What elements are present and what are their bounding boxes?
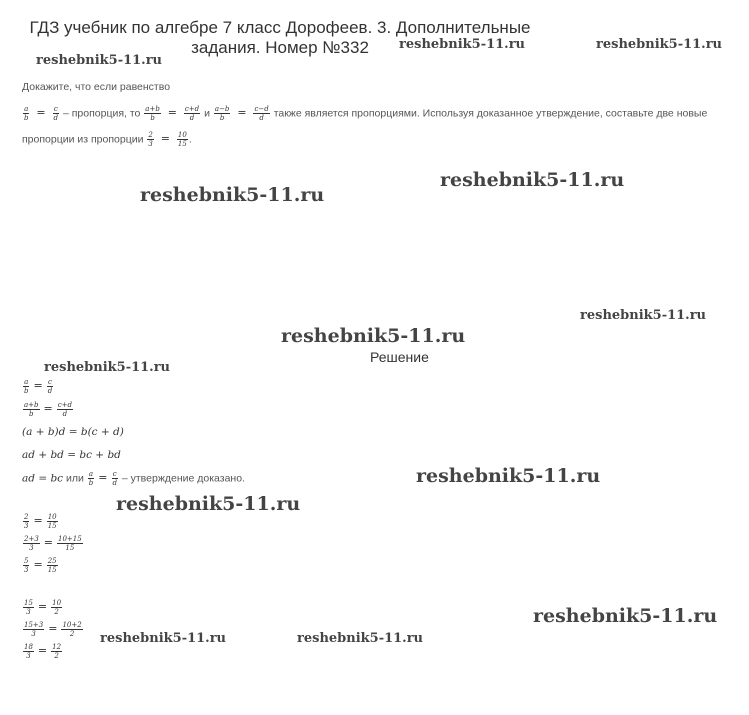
solution-line-4: ad + bd = bc + bd bbox=[22, 449, 121, 461]
fraction-2-3: $\frac{2}{3}$ bbox=[148, 131, 153, 148]
task-text-proportion: – пропорция, то bbox=[62, 107, 141, 120]
fraction: $\frac{18}{3}$ bbox=[24, 643, 33, 660]
fraction: $\frac{a}{b}$ bbox=[88, 470, 94, 487]
equals-sign: = bbox=[160, 132, 170, 146]
fraction-a-b: $\frac{a}{b}$ bbox=[24, 105, 29, 122]
fraction: $\frac{a}{b}$ bbox=[24, 378, 29, 395]
fraction: $\frac{c}{d}$ bbox=[112, 470, 117, 487]
fraction-c-d: $\frac{c}{d}$ bbox=[53, 105, 59, 122]
fraction: $\frac{15}{3}$ bbox=[24, 599, 33, 616]
fraction: $\frac{10}{2}$ bbox=[52, 599, 62, 616]
solution-line-1: $\frac{a}{b}$ = $\frac{c}{d}$ bbox=[24, 378, 53, 395]
watermark: reshebnik5-11.ru bbox=[596, 37, 723, 52]
fraction-a-plus-b-over-b: $\frac{a+b}{b}$ bbox=[145, 105, 160, 122]
watermark: reshebnik5-11.ru bbox=[297, 631, 424, 646]
watermark: reshebnik5-11.ru bbox=[140, 184, 325, 206]
proportion-1-line-2: $\frac{2+3}{3}$ = $\frac{10+15}{15}$ bbox=[24, 535, 82, 552]
fraction-c-plus-d-over-d: $\frac{c+d}{d}$ bbox=[184, 105, 200, 122]
fraction: $\frac{15+3}{3}$ bbox=[24, 621, 44, 638]
proportion-2-line-3: $\frac{18}{3}$ = $\frac{12}{2}$ bbox=[24, 643, 62, 660]
watermark: reshebnik5-11.ru bbox=[116, 493, 301, 515]
page-title-line-2: задания. Номер №332 bbox=[191, 38, 369, 57]
solution-line-3: (a + b)d = b(c + d) bbox=[22, 426, 124, 438]
watermark: reshebnik5-11.ru bbox=[440, 169, 625, 191]
watermark: reshebnik5-11.ru bbox=[100, 631, 227, 646]
fraction: $\frac{10}{15}$ bbox=[47, 513, 57, 530]
fraction: $\frac{a+b}{b}$ bbox=[24, 401, 39, 418]
fraction-10-15: $\frac{10}{15}$ bbox=[177, 131, 187, 148]
fraction: $\frac{10+2}{2}$ bbox=[62, 621, 82, 638]
fraction: $\frac{10+15}{15}$ bbox=[58, 535, 82, 552]
proportion-2-line-1: $\frac{15}{3}$ = $\frac{10}{2}$ bbox=[24, 599, 62, 616]
solution-line-5: ad = bc или $\frac{a}{b}$ = $\frac{c}{d}$ – утверждение доказано. bbox=[22, 470, 245, 487]
task-line-1 bbox=[22, 105, 707, 122]
solution-title: Решение bbox=[370, 349, 429, 365]
task-text-from: пропорции из пропорции bbox=[22, 133, 144, 146]
fraction: $\frac{c}{d}$ bbox=[47, 378, 53, 395]
page-title-line-1: ГДЗ учебник по алгебре 7 класс Дорофеев. 3. Дополнительные bbox=[29, 18, 531, 37]
watermark: reshebnik5-11.ru bbox=[416, 465, 601, 487]
fraction: $\frac{25}{15}$ bbox=[47, 557, 57, 574]
fraction-a-minus-b-over-b: $\frac{a-b}{b}$ bbox=[214, 105, 230, 122]
equals-sign: = bbox=[237, 106, 247, 120]
equals-sign: = bbox=[167, 106, 177, 120]
watermark: reshebnik5-11.ru bbox=[36, 53, 163, 68]
task-text-also: также является пропорциями. Используя доказанное утверждение, составьте две новые bbox=[273, 107, 708, 120]
fraction: $\frac{c+d}{d}$ bbox=[57, 401, 73, 418]
solution-line-2: $\frac{a+b}{b}$ = $\frac{c+d}{d}$ bbox=[24, 401, 73, 418]
watermark: reshebnik5-11.ru bbox=[533, 605, 718, 627]
proportion-1-line-3: $\frac{5}{3}$ = $\frac{25}{15}$ bbox=[24, 557, 57, 574]
equals-sign: = bbox=[36, 106, 46, 120]
watermark: reshebnik5-11.ru bbox=[580, 308, 707, 323]
task-line-2: пропорции из пропорции $\frac{2}{3}$ = $\frac{10}{15}$ . bbox=[22, 131, 192, 148]
proportion-1-line-1: $\frac{2}{3}$ = $\frac{10}{15}$ bbox=[24, 513, 57, 530]
proportion-2-line-2: $\frac{15+3}{3}$ = $\frac{10+2}{2}$ bbox=[24, 621, 82, 638]
task-text-and: и bbox=[204, 107, 210, 120]
fraction: $\frac{2+3}{3}$ bbox=[24, 535, 39, 552]
fraction-c-minus-d-over-d: $\frac{c-d}{d}$ bbox=[254, 105, 269, 122]
task-intro: Докажите, что если равенство bbox=[22, 81, 171, 93]
watermark: reshebnik5-11.ru bbox=[399, 37, 526, 52]
fraction: $\frac{12}{2}$ bbox=[52, 643, 62, 660]
fraction: $\frac{2}{3}$ bbox=[24, 513, 29, 530]
watermark: reshebnik5-11.ru bbox=[281, 325, 466, 347]
watermark: reshebnik5-11.ru bbox=[44, 360, 171, 375]
fraction: $\frac{5}{3}$ bbox=[24, 557, 29, 574]
